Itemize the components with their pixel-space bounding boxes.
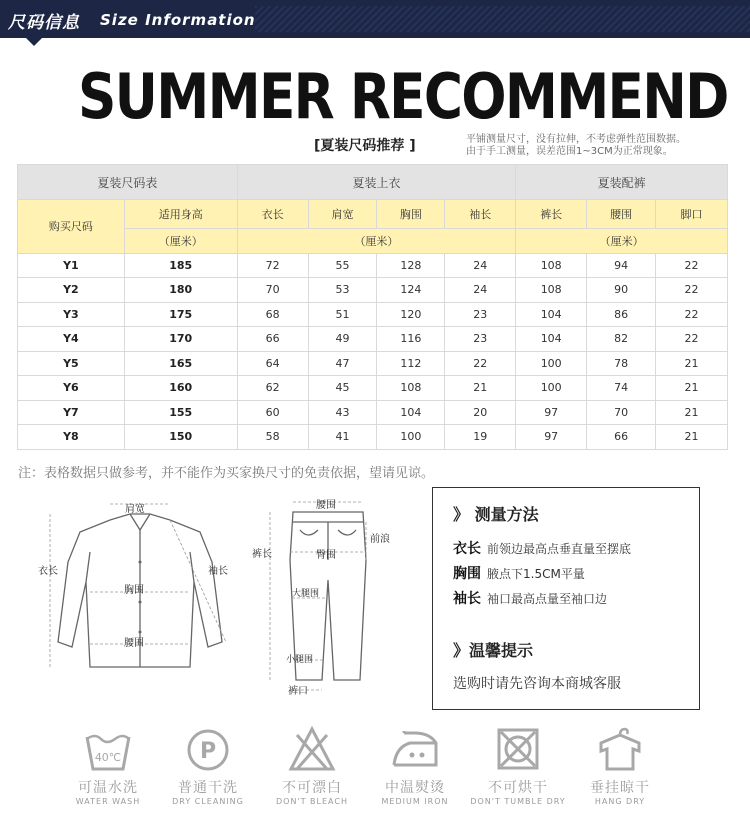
table-row xyxy=(18,400,728,425)
measure-term: 胸围 xyxy=(453,566,481,582)
size-cell: Y8 xyxy=(18,425,125,450)
value-cell: 24 xyxy=(445,278,516,303)
value-cell: 49 xyxy=(308,327,377,352)
tip-title: 》温馨提示 xyxy=(453,641,534,660)
value-cell: 72 xyxy=(237,253,308,278)
shirt-label-sleeve: 袖长 xyxy=(208,566,228,577)
tip-text: 选购时请先咨询本商城客服 xyxy=(453,676,621,692)
measure-item-chest xyxy=(453,563,585,583)
col-header-chest: 胸围 xyxy=(377,200,445,229)
pants-diagram xyxy=(248,490,408,696)
value-cell: 128 xyxy=(377,253,445,278)
care-dry-clean xyxy=(158,725,258,806)
pants-label-calf: 小腿围 xyxy=(286,655,314,665)
height-cell: 185 xyxy=(124,253,237,278)
height-cell: 165 xyxy=(124,351,237,376)
shirt-label-waist: 腰围 xyxy=(124,638,144,649)
value-cell: 70 xyxy=(237,278,308,303)
col-header-pants-length: 裤长 xyxy=(516,200,587,229)
value-cell: 108 xyxy=(516,278,587,303)
value-cell: 112 xyxy=(377,351,445,376)
col-header-sleeve: 袖长 xyxy=(445,200,516,229)
pants-label-rise: 前浪 xyxy=(370,534,390,545)
value-cell: 108 xyxy=(377,376,445,401)
value-cell: 100 xyxy=(377,425,445,450)
value-cell: 21 xyxy=(656,425,728,450)
size-cell: Y2 xyxy=(18,278,125,303)
value-cell: 58 xyxy=(237,425,308,450)
care-iron-cn: 中温熨烫 xyxy=(385,780,445,796)
value-cell: 22 xyxy=(656,278,728,303)
table-row xyxy=(18,278,728,303)
no-tumble-dry-icon xyxy=(493,725,543,773)
care-wash-en: WATER WASH xyxy=(75,797,141,806)
value-cell: 104 xyxy=(516,327,587,352)
header-title-en: Size Information xyxy=(100,11,256,29)
pants-label-length: 裤长 xyxy=(252,549,272,560)
value-cell: 22 xyxy=(656,302,728,327)
value-cell: 47 xyxy=(308,351,377,376)
col-header-length: 衣长 xyxy=(237,200,308,229)
hero-note-line2: 由于手工测量，误差范围1~3CM为正常现象。 xyxy=(466,146,673,157)
buy-size-header: 购买尺码 xyxy=(18,200,125,254)
group-header-size-chart: 夏装尺码表 xyxy=(18,165,238,200)
no-bleach-icon xyxy=(287,725,337,773)
pants-label-hip: 臀围 xyxy=(316,550,336,561)
table-row xyxy=(18,425,728,450)
measure-term: 衣长 xyxy=(453,541,481,557)
value-cell: 68 xyxy=(237,302,308,327)
value-cell: 23 xyxy=(445,302,516,327)
group-header-pants: 夏装配裤 xyxy=(516,165,728,200)
value-cell: 21 xyxy=(445,376,516,401)
pants-outline-icon xyxy=(248,490,408,696)
table-body xyxy=(18,253,728,449)
care-iron xyxy=(365,725,465,806)
table-row xyxy=(18,253,728,278)
measure-desc: 腋点下1.5CM平量 xyxy=(487,567,585,581)
header-notch xyxy=(26,38,42,46)
unit-row xyxy=(18,229,728,254)
disclaimer-note: 注：表格数据只做参考，并不能作为买家换尺寸的免责依据，望请见谅。 xyxy=(18,466,435,481)
value-cell: 104 xyxy=(516,302,587,327)
shirt-label-length: 衣长 xyxy=(38,566,58,577)
value-cell: 55 xyxy=(308,253,377,278)
value-cell: 22 xyxy=(656,327,728,352)
value-cell: 97 xyxy=(516,425,587,450)
care-wash xyxy=(58,725,158,806)
value-cell: 21 xyxy=(656,400,728,425)
value-cell: 120 xyxy=(377,302,445,327)
value-cell: 97 xyxy=(516,400,587,425)
height-cell: 160 xyxy=(124,376,237,401)
table-row xyxy=(18,327,728,352)
hero-title: SUMMER RECOMMEND xyxy=(78,60,728,133)
size-cell: Y3 xyxy=(18,302,125,327)
value-cell: 86 xyxy=(587,302,656,327)
shirt-label-chest: 胸围 xyxy=(124,585,144,596)
col-header-hem: 脚口 xyxy=(656,200,728,229)
col-header-height: 适用身高 xyxy=(124,200,237,229)
care-no-bleach-en: DON'T BLEACH xyxy=(275,797,348,806)
value-cell: 41 xyxy=(308,425,377,450)
shirt-diagram xyxy=(30,492,250,682)
value-cell: 51 xyxy=(308,302,377,327)
value-cell: 60 xyxy=(237,400,308,425)
value-cell: 24 xyxy=(445,253,516,278)
care-no-tumble-dry-en: DON'T TUMBLE DRY xyxy=(470,797,566,806)
size-cell: Y7 xyxy=(18,400,125,425)
unit-top: （厘米） xyxy=(237,229,516,254)
care-no-bleach-cn: 不可漂白 xyxy=(282,780,342,796)
size-table xyxy=(17,164,728,450)
height-cell: 180 xyxy=(124,278,237,303)
care-wash-cn: 可温水洗 xyxy=(78,780,138,796)
unit-height: （厘米） xyxy=(124,229,237,254)
value-cell: 22 xyxy=(445,351,516,376)
value-cell: 108 xyxy=(516,253,587,278)
care-hang-dry-cn: 垂挂晾干 xyxy=(590,780,650,796)
value-cell: 23 xyxy=(445,327,516,352)
measure-desc: 袖口最高点量至袖口边 xyxy=(487,592,608,606)
shirt-label-shoulder: 肩宽 xyxy=(125,504,145,515)
care-iron-en: MEDIUM IRON xyxy=(381,797,449,806)
measure-term: 袖长 xyxy=(453,591,481,607)
size-cell: Y5 xyxy=(18,351,125,376)
svg-text:40℃: 40℃ xyxy=(94,751,122,764)
size-cell: Y1 xyxy=(18,253,125,278)
column-header-row xyxy=(18,200,728,229)
value-cell: 116 xyxy=(377,327,445,352)
group-header-top: 夏装上衣 xyxy=(237,165,516,200)
value-cell: 66 xyxy=(587,425,656,450)
care-no-tumble-dry xyxy=(468,725,568,806)
value-cell: 74 xyxy=(587,376,656,401)
care-no-tumble-dry-cn: 不可烘干 xyxy=(488,780,548,796)
pants-label-thigh: 大腿围 xyxy=(292,589,320,599)
hero-subtitle: [夏装尺码推荐 ] xyxy=(314,138,416,154)
height-cell: 175 xyxy=(124,302,237,327)
value-cell: 53 xyxy=(308,278,377,303)
value-cell: 94 xyxy=(587,253,656,278)
measure-method-box xyxy=(432,487,700,710)
care-dry-clean-cn: 普通干洗 xyxy=(178,780,238,796)
value-cell: 70 xyxy=(587,400,656,425)
iron-medium-icon xyxy=(390,725,440,773)
wash-40-icon xyxy=(83,725,133,773)
col-header-shoulder: 肩宽 xyxy=(308,200,377,229)
value-cell: 19 xyxy=(445,425,516,450)
value-cell: 20 xyxy=(445,400,516,425)
value-cell: 21 xyxy=(656,351,728,376)
height-cell: 155 xyxy=(124,400,237,425)
value-cell: 104 xyxy=(377,400,445,425)
col-header-waist: 腰围 xyxy=(587,200,656,229)
table-row xyxy=(18,376,728,401)
size-cell: Y6 xyxy=(18,376,125,401)
care-dry-clean-en: DRY CLEANING xyxy=(172,797,244,806)
care-hang-dry xyxy=(570,725,670,806)
measure-desc: 前领边最高点垂直量至摆底 xyxy=(487,542,632,556)
dry-clean-icon xyxy=(183,725,233,773)
height-cell: 170 xyxy=(124,327,237,352)
value-cell: 21 xyxy=(656,376,728,401)
table-row xyxy=(18,302,728,327)
value-cell: 43 xyxy=(308,400,377,425)
measure-item-length xyxy=(453,538,631,558)
value-cell: 62 xyxy=(237,376,308,401)
pants-label-waist: 腰围 xyxy=(316,500,336,511)
height-cell: 150 xyxy=(124,425,237,450)
value-cell: 124 xyxy=(377,278,445,303)
size-cell: Y4 xyxy=(18,327,125,352)
table-row xyxy=(18,351,728,376)
hero-note-line1: 平铺测量尺寸，没有拉伸，不考虑弹性范围数据。 xyxy=(466,134,686,145)
measure-title: 》 测量方法 xyxy=(453,505,539,524)
care-no-bleach xyxy=(262,725,362,806)
value-cell: 82 xyxy=(587,327,656,352)
value-cell: 64 xyxy=(237,351,308,376)
measure-item-sleeve xyxy=(453,588,607,608)
unit-pants: （厘米） xyxy=(516,229,728,254)
header-title-cn: 尺码信息 xyxy=(8,13,80,33)
value-cell: 100 xyxy=(516,376,587,401)
svg-text:P: P xyxy=(199,739,217,764)
care-hang-dry-en: HANG DRY xyxy=(594,797,646,806)
value-cell: 66 xyxy=(237,327,308,352)
value-cell: 22 xyxy=(656,253,728,278)
value-cell: 100 xyxy=(516,351,587,376)
hero-note xyxy=(466,134,736,158)
value-cell: 90 xyxy=(587,278,656,303)
value-cell: 45 xyxy=(308,376,377,401)
header-stripe xyxy=(255,6,750,32)
pants-label-hem: 裤口 xyxy=(288,686,308,697)
hang-dry-icon xyxy=(595,725,645,773)
header-bar xyxy=(0,0,750,38)
value-cell: 78 xyxy=(587,351,656,376)
group-header-row xyxy=(18,165,728,200)
